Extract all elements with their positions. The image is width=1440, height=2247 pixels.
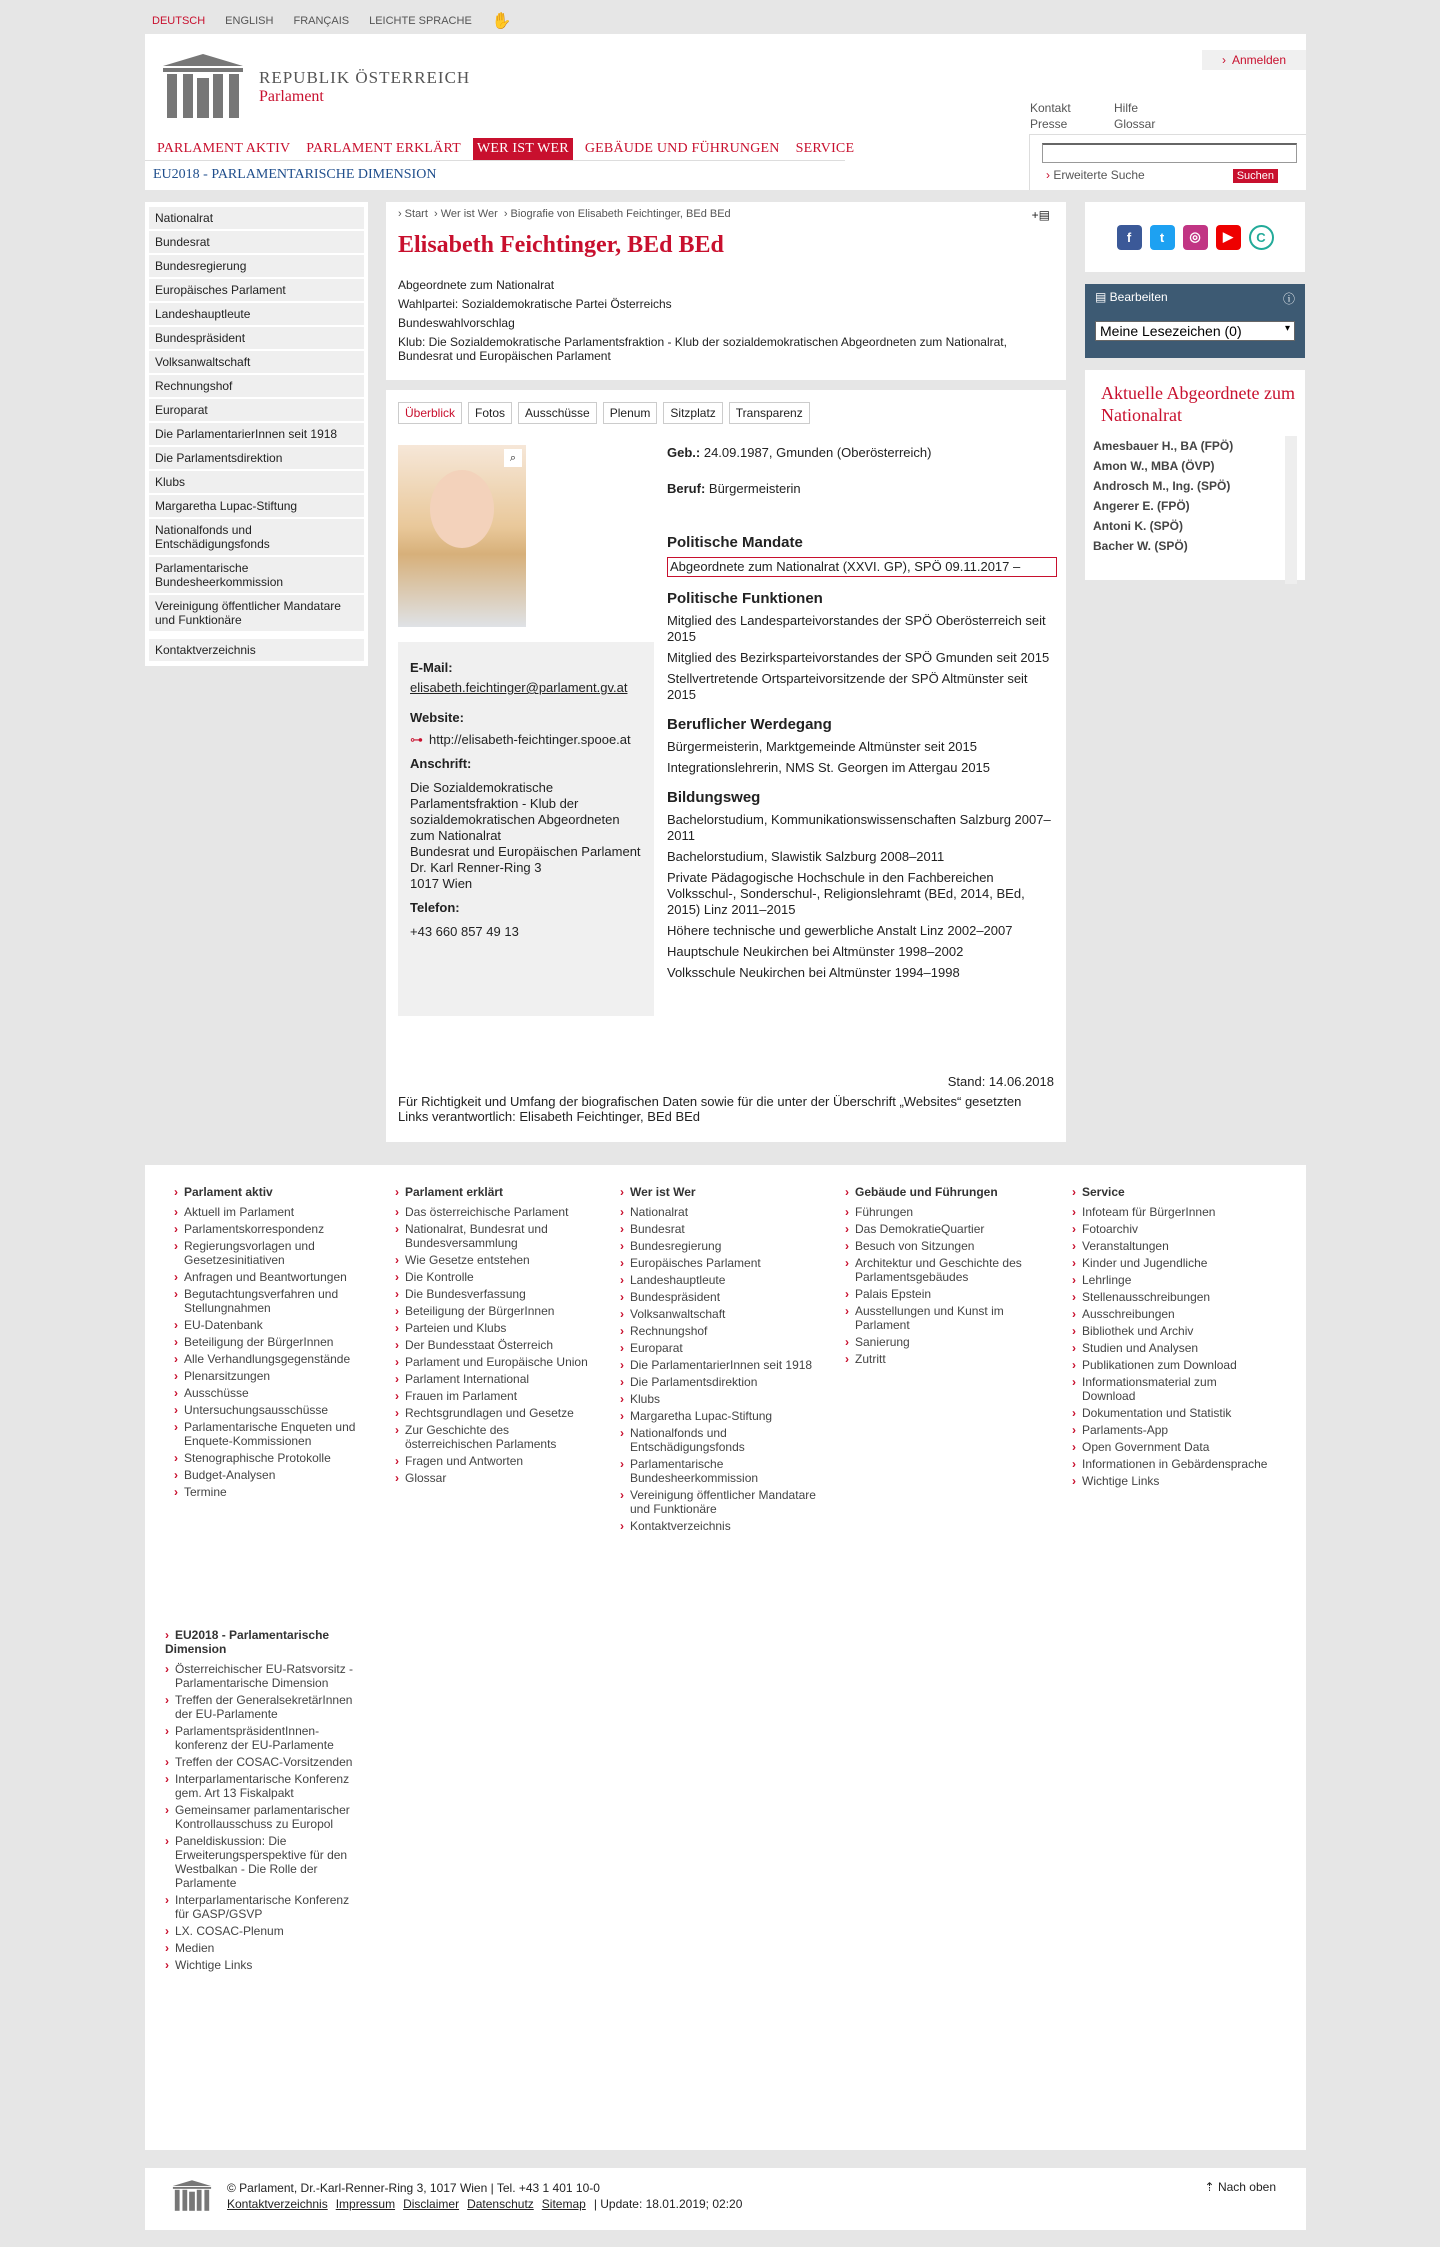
instagram-icon[interactable]: ◎ — [1183, 225, 1208, 250]
footer-link[interactable]: › Frauen im Parlament — [395, 1389, 595, 1403]
quick-links — [1030, 101, 1184, 131]
lang-deutsch[interactable]: DEUTSCH — [152, 15, 206, 27]
update-date: | Update: 18.01.2019; 02:20 — [593, 2197, 743, 2211]
footer-heading[interactable]: › EU2018 - Parlamentarische Dimension — [165, 1628, 355, 1656]
footer-link[interactable]: › Treffen der COSAC-Vorsitzenden — [165, 1755, 355, 1769]
footer-link[interactable]: › Regierungsvorlagen und Gesetzesinitiativen — [174, 1239, 374, 1267]
breadcrumb-start[interactable]: › Start — [398, 208, 428, 220]
bildung-list — [667, 812, 1057, 981]
last-updated: Stand: 14.06.2018 — [947, 1074, 1054, 1089]
footer-link[interactable]: › Rechnungshof — [620, 1324, 820, 1338]
meta-party: Wahlpartei: Sozialdemokratische Partei Österreichs — [398, 297, 672, 311]
social-links — [1085, 202, 1305, 272]
footer-link[interactable]: › Parlamentskorrespondenz — [174, 1222, 374, 1236]
sidebar-item[interactable]: Die Parlamentsdirektion — [149, 447, 364, 469]
page-footer — [145, 2168, 1306, 2230]
info-icon[interactable]: ⓘ — [1282, 292, 1295, 306]
bio-list-item: Stellvertretende Ortsparteivorsitzende der SPÖ Altmünster seit 2015 — [667, 671, 1028, 702]
footer-link[interactable]: › Die Bundesverfassung — [395, 1287, 595, 1301]
nav-gebaeude[interactable]: GEBÄUDE UND FÜHRUNGEN — [584, 141, 780, 156]
sidebar-item[interactable]: Europäisches Parlament — [149, 279, 364, 301]
footer-link[interactable]: › Wie Gesetze entstehen — [395, 1253, 595, 1267]
tab-sitzplatz[interactable]: Sitzplatz — [663, 402, 722, 424]
footer-link[interactable]: › Besuch von Sitzungen — [845, 1239, 1045, 1253]
footer-link[interactable]: › Open Government Data — [1072, 1440, 1272, 1454]
members-list[interactable] — [1093, 436, 1297, 584]
sidebar-item[interactable]: Nationalrat — [149, 207, 364, 229]
footer-col-aktiv — [174, 1185, 374, 1502]
tab-ausschuesse[interactable]: Ausschüsse — [518, 402, 597, 424]
profession: Beruf: Bürgermeisterin — [667, 481, 801, 496]
advanced-search-link[interactable]: › Erweiterte Suche — [1046, 168, 1145, 182]
footer-link[interactable]: › Ausschreibungen — [1072, 1307, 1272, 1321]
logo-subtitle: Parlament — [259, 88, 324, 105]
heading-mandate: Politische Mandate — [667, 534, 803, 551]
footer-link[interactable]: › Europarat — [620, 1341, 820, 1355]
link-presse[interactable]: Presse — [1030, 117, 1068, 131]
footer-link[interactable]: › ParlamentspräsidentInnen-konferenz der EU-Parlamente — [165, 1724, 355, 1752]
tab-fotos[interactable]: Fotos — [468, 402, 512, 424]
footer-link[interactable]: › Studien und Analysen — [1072, 1341, 1272, 1355]
link-kontakt[interactable]: Kontakt — [1030, 101, 1071, 115]
parliament-logo[interactable] — [159, 54, 470, 120]
rss-icon[interactable]: C — [1249, 225, 1274, 250]
biography — [667, 445, 1057, 986]
footer-link[interactable]: › Bundespräsident — [620, 1290, 820, 1304]
sidebar-item[interactable]: Klubs — [149, 471, 364, 493]
footer-heading[interactable]: › Wer ist Wer — [620, 1185, 820, 1199]
footer-link-impressum[interactable]: Impressum — [335, 2197, 396, 2211]
footer-link-sitemap[interactable]: Sitemap — [541, 2197, 586, 2211]
nav-eu2018[interactable]: EU2018 - PARLAMENTARISCHE DIMENSION — [145, 160, 845, 189]
bio-list-item: Integrationslehrerin, NMS St. Georgen im Attergau 2015 — [667, 760, 991, 775]
bio-list-item: Volksschule Neukirchen bei Altmünster 1994–1998 — [667, 965, 960, 980]
bearbeiten-label[interactable]: ▤ Bearbeiten — [1095, 290, 1168, 304]
phone-heading: Telefon: — [410, 900, 460, 915]
footer-link[interactable]: › Glossar — [395, 1471, 595, 1485]
footer-link[interactable]: › Volksanwaltschaft — [620, 1307, 820, 1321]
footer-link[interactable]: › Wichtige Links — [165, 1958, 355, 1972]
sidebar-item[interactable]: Parlamentarische Bundesheerkommission — [149, 557, 364, 593]
footer-heading[interactable]: › Gebäude und Führungen — [845, 1185, 1045, 1199]
footer-link[interactable]: › Zur Geschichte des österreichischen Parlaments — [395, 1423, 595, 1451]
footer-link[interactable]: › Führungen — [845, 1205, 1045, 1219]
funktionen-list — [667, 613, 1057, 703]
footer-address: © Parlament, Dr.-Karl-Renner-Ring 3, 1017 Wien | Tel. +43 1 401 10-0 — [227, 2181, 600, 2195]
footer-link[interactable]: › Parlament International — [395, 1372, 595, 1386]
sidebar-item[interactable]: Nationalfonds und Entschädigungsfonds — [149, 519, 364, 555]
parliament-building-icon — [171, 2180, 213, 2212]
footer-link[interactable]: › Nationalrat, Bundesrat und Bundesversammlung — [395, 1222, 595, 1250]
bio-list-item: Mitglied des Bezirksparteivorstandes der SPÖ Gmunden seit 2015 — [667, 650, 1050, 665]
footer-link[interactable]: › EU-Datenbank — [174, 1318, 374, 1332]
bio-list-item: Bachelorstudium, Kommunikationswissenschaften Salzburg 2007–2011 — [667, 812, 1051, 843]
nav-wer-ist-wer[interactable]: WER IST WER — [473, 138, 573, 160]
footer-link[interactable]: › Paneldiskussion: Die Erweiterungsperspektive für den Westbalkan - Die Rolle der Parlamente — [165, 1834, 355, 1890]
footer-link[interactable]: › Beteiligung der BürgerInnen — [174, 1335, 374, 1349]
website-link[interactable]: http://elisabeth-feichtinger.spooe.at — [429, 732, 631, 747]
sidebar-item[interactable]: Bundesrat — [149, 231, 364, 253]
footer-link[interactable]: › Zutritt — [845, 1352, 1045, 1366]
footer-link[interactable]: › Budget-Analysen — [174, 1468, 374, 1482]
bookmark-add-icon[interactable]: +▤ — [1031, 208, 1050, 222]
footer-link[interactable]: › Landeshauptleute — [620, 1273, 820, 1287]
footer-link[interactable]: › Architektur und Geschichte des Parlamentsgebäudes — [845, 1256, 1045, 1284]
footer-link[interactable]: › Parlament und Europäische Union — [395, 1355, 595, 1369]
footer-col-eu2018 — [165, 1628, 355, 1975]
right-column — [1085, 202, 1305, 580]
footer-link-datenschutz[interactable]: Datenschutz — [467, 2197, 534, 2211]
footer-links — [227, 2196, 742, 2212]
footer-link[interactable]: › Die Parlamentsdirektion — [620, 1375, 820, 1389]
footer-link[interactable]: › LX. COSAC-Plenum — [165, 1924, 355, 1938]
main-content — [386, 202, 1066, 1142]
sidebar-item[interactable]: Bundesregierung — [149, 255, 364, 277]
nav-parlament-aktiv[interactable]: PARLAMENT AKTIV — [157, 141, 291, 156]
member-item[interactable]: Amon W., MBA (ÖVP) — [1093, 459, 1215, 473]
arrow-up-icon: ⇡ — [1204, 2180, 1215, 2194]
link-hilfe[interactable]: Hilfe — [1114, 101, 1139, 115]
sidebar-item[interactable]: Margaretha Lupac-Stiftung — [149, 495, 364, 517]
footer-link[interactable]: › Begutachtungsverfahren und Stellungnahmen — [174, 1287, 374, 1315]
zoom-icon[interactable]: ⌕ — [504, 449, 522, 467]
footer-sitemap — [145, 1165, 1306, 2150]
main-navigation — [153, 138, 858, 160]
footer-link[interactable]: › Sanierung — [845, 1335, 1045, 1349]
contact-box — [398, 642, 654, 1016]
address-heading: Anschrift: — [410, 756, 472, 771]
footer-link[interactable]: › Untersuchungsausschüsse — [174, 1403, 374, 1417]
meta-wahlvorschlag: Bundeswahlvorschlag — [398, 316, 515, 330]
breadcrumb — [398, 208, 1054, 220]
werdegang-list — [667, 739, 1057, 776]
site-header — [145, 34, 1306, 190]
footer-link[interactable]: › Aktuell im Parlament — [174, 1205, 374, 1219]
login-button[interactable]: › Anmelden — [1202, 50, 1306, 70]
address: Die Sozialdemokratische Parlamentsfraktion - Klub der sozialdemokratischen Abgeordneten zum Nationalrat Bundesrat und Europäischen Parlament Dr. Karl Renner-Ring 3 1017 Wien — [410, 780, 641, 891]
footer-link[interactable]: › Bundesrat — [620, 1222, 820, 1236]
meta-club: Klub: Die Sozialdemokratische Parlamentsfraktion - Klub der sozialdemokratischen Abgeordneten zum Nationalrat, Bundesrat und Europäischen Parlament — [398, 335, 1007, 363]
bio-list-item: Höhere technische und gewerbliche Anstalt Linz 2002–2007 — [667, 923, 1013, 938]
biography-card — [386, 390, 1066, 1142]
mandate-item: Abgeordnete zum Nationalrat (XXVI. GP), SPÖ 09.11.2017 – — [667, 557, 1057, 577]
footer-link[interactable]: › Nationalrat — [620, 1205, 820, 1219]
footer-link[interactable]: › Österreichischer EU-Ratsvorsitz - Parlamentarische Dimension — [165, 1662, 355, 1690]
member-item[interactable]: Bacher W. (SPÖ) — [1093, 539, 1188, 553]
sidebar-item[interactable]: Europarat — [149, 399, 364, 421]
footer-link[interactable]: › Das DemokratieQuartier — [845, 1222, 1045, 1236]
footer-col-erklaert — [395, 1185, 595, 1488]
tab-transparenz[interactable]: Transparenz — [729, 402, 810, 424]
footer-link[interactable]: › Parteien und Klubs — [395, 1321, 595, 1335]
bookmark-select[interactable]: Meine Lesezeichen (0) ▾ — [1095, 321, 1295, 341]
search-area — [1029, 134, 1306, 190]
footer-link[interactable]: › Ausstellungen und Kunst im Parlament — [845, 1304, 1045, 1332]
youtube-icon[interactable]: ▶ — [1216, 225, 1241, 250]
lang-leichte-sprache[interactable]: LEICHTE SPRACHE — [369, 15, 472, 27]
profile-meta — [398, 276, 1054, 363]
footer-link[interactable]: › Termine — [174, 1485, 374, 1499]
footer-heading[interactable]: › Parlament erklärt — [395, 1185, 595, 1199]
footer-link[interactable]: › Palais Epstein — [845, 1287, 1045, 1301]
sidebar-item[interactable]: Rechnungshof — [149, 375, 364, 397]
facebook-icon[interactable]: f — [1117, 225, 1142, 250]
breadcrumb-wer-ist-wer[interactable]: › Wer ist Wer — [434, 208, 498, 220]
footer-link-disclaimer[interactable]: Disclaimer — [403, 2197, 460, 2211]
footer-link[interactable]: › Kinder und Jugendliche — [1072, 1256, 1272, 1270]
footer-link[interactable]: › Stellenausschreibungen — [1072, 1290, 1272, 1304]
footer-link[interactable]: › Interparlamentarische Konferenz gem. Art 13 Fiskalpakt — [165, 1772, 355, 1800]
footer-link[interactable]: › Beteiligung der BürgerInnen — [395, 1304, 595, 1318]
responsibility-note: Für Richtigkeit und Umfang der biografischen Daten sowie für die unter der Überschrift „Websites“ gesetzten Links verantwortlich: Elisabeth Feichtinger, BEd BEd — [398, 1094, 1022, 1124]
footer-link[interactable]: › Stenographische Protokolle — [174, 1451, 374, 1465]
sidebar-item[interactable]: Die ParlamentarierInnen seit 1918 — [149, 423, 364, 445]
footer-link[interactable]: › Bundesregierung — [620, 1239, 820, 1253]
footer-link[interactable]: › Klubs — [620, 1392, 820, 1406]
footer-link[interactable]: › Nationalfonds und Entschädigungsfonds — [620, 1426, 820, 1454]
external-link-icon: ⊶ — [410, 732, 423, 747]
tab-ueberblick[interactable]: Überblick — [398, 402, 462, 424]
footer-link[interactable]: › Gemeinsamer parlamentarischer Kontrollausschuss zu Europol — [165, 1803, 355, 1831]
sidebar-item[interactable]: Landeshauptleute — [149, 303, 364, 325]
footer-link[interactable]: › Medien — [165, 1941, 355, 1955]
footer-link[interactable]: › Fragen und Antworten — [395, 1454, 595, 1468]
footer-col-service — [1072, 1185, 1272, 1491]
footer-link[interactable]: › Treffen der GeneralsekretärInnen der EU-Parlamente — [165, 1693, 355, 1721]
lang-english[interactable]: ENGLISH — [225, 15, 274, 27]
portrait-photo[interactable] — [398, 445, 526, 627]
footer-link[interactable]: › Margaretha Lupac-Stiftung — [620, 1409, 820, 1423]
footer-link[interactable]: › Das österreichische Parlament — [395, 1205, 595, 1219]
footer-col-wer-ist-wer — [620, 1185, 820, 1536]
footer-link[interactable]: › Infoteam für BürgerInnen — [1072, 1205, 1272, 1219]
footer-link[interactable]: › Interparlamentarische Konferenz für GASP/GSVP — [165, 1893, 355, 1921]
footer-link[interactable]: › Informationsmaterial zum Download — [1072, 1375, 1272, 1403]
logo-title: REPUBLIK ÖSTERREICH — [259, 68, 471, 87]
footer-link-kontakt[interactable]: Kontaktverzeichnis — [227, 2197, 328, 2211]
footer-link[interactable]: › Fotoarchiv — [1072, 1222, 1272, 1236]
sidebar-item[interactable]: Vereinigung öffentlicher Mandatare und Funktionäre — [149, 595, 364, 631]
footer-link[interactable]: › Der Bundesstaat Österreich — [395, 1338, 595, 1352]
footer-link[interactable]: › Bibliothek und Archiv — [1072, 1324, 1272, 1338]
link-glossar[interactable]: Glossar — [1114, 117, 1156, 131]
chevron-right-icon: › — [1221, 53, 1226, 67]
meta-role: Abgeordnete zum Nationalrat — [398, 278, 555, 292]
breadcrumb-current: › Biografie von Elisabeth Feichtinger, BEd BEd — [504, 208, 731, 220]
footer-link[interactable]: › Die ParlamentarierInnen seit 1918 — [620, 1358, 820, 1372]
footer-link[interactable]: › Anfragen und Beantwortungen — [174, 1270, 374, 1284]
footer-link[interactable]: › Parlamentarische Enqueten und Enquete-Kommissionen — [174, 1420, 374, 1448]
bookmark-panel — [1085, 284, 1305, 358]
tab-plenum[interactable]: Plenum — [603, 402, 658, 424]
email-heading: E-Mail: — [410, 660, 453, 675]
heading-bildung: Bildungsweg — [667, 789, 761, 806]
heading-werdegang: Beruflicher Werdegang — [667, 716, 832, 733]
profile-card — [386, 202, 1066, 380]
member-item[interactable]: Angerer E. (FPÖ) — [1093, 499, 1190, 513]
footer-col-gebaeude — [845, 1185, 1045, 1369]
member-item[interactable]: Antoni K. (SPÖ) — [1093, 519, 1183, 533]
bio-list-item: Bachelorstudium, Slawistik Salzburg 2008–2011 — [667, 849, 945, 864]
bio-list-item: Mitglied des Landesparteivorstandes der SPÖ Oberösterreich seit 2015 — [667, 613, 1046, 644]
footer-link[interactable]: › Dokumentation und Statistik — [1072, 1406, 1272, 1420]
footer-link[interactable]: › Vereinigung öffentlicher Mandatare und Funktionäre — [620, 1488, 820, 1516]
language-bar — [152, 10, 512, 32]
member-item[interactable]: Androsch M., Ing. (SPÖ) — [1093, 479, 1231, 493]
footer-link[interactable]: › Informationen in Gebärdensprache — [1072, 1457, 1272, 1471]
sign-language-icon[interactable]: ✋ — [491, 13, 512, 30]
page-title: Elisabeth Feichtinger, BEd BEd — [398, 232, 724, 258]
footer-link[interactable]: › Alle Verhandlungsgegenstände — [174, 1352, 374, 1366]
current-members-panel — [1085, 370, 1305, 580]
footer-link[interactable]: › Die Kontrolle — [395, 1270, 595, 1284]
sidebar-item[interactable]: Volksanwaltschaft — [149, 351, 364, 373]
footer-link[interactable]: › Publikationen zum Download — [1072, 1358, 1272, 1372]
footer-link[interactable]: › Lehrlinge — [1072, 1273, 1272, 1287]
member-item[interactable]: Amesbauer H., BA (FPÖ) — [1093, 439, 1234, 453]
heading-funktionen: Politische Funktionen — [667, 590, 823, 607]
twitter-icon[interactable]: t — [1150, 225, 1175, 250]
bio-list-item: Private Pädagogische Hochschule in den Fachbereichen Volksschul-, Sonderschul-, Religionslehramt (BEd, 2014, BEd, 2015) Linz 2011–2015 — [667, 870, 1025, 917]
footer-link[interactable]: › Wichtige Links — [1072, 1474, 1272, 1488]
birth: Geb.: 24.09.1987, Gmunden (Oberösterreich) — [667, 445, 932, 460]
back-to-top[interactable]: ⇡ Nach oben — [1204, 2180, 1276, 2194]
tab-bar — [398, 402, 1054, 424]
footer-link[interactable]: › Europäisches Parlament — [620, 1256, 820, 1270]
email-link[interactable]: elisabeth.feichtinger@parlament.gv.at — [410, 680, 628, 695]
footer-link[interactable]: › Kontaktverzeichnis — [620, 1519, 820, 1533]
nav-service[interactable]: SERVICE — [795, 141, 855, 156]
footer-link[interactable]: › Rechtsgrundlagen und Gesetze — [395, 1406, 595, 1420]
sidebar-item[interactable]: Kontaktverzeichnis — [149, 639, 364, 661]
current-members-title: Aktuelle Abgeordnete zum Nationalrat — [1101, 383, 1295, 425]
bio-list-item: Bürgermeisterin, Marktgemeinde Altmünster seit 2015 — [667, 739, 977, 754]
lang-francais[interactable]: FRANÇAIS — [293, 15, 350, 27]
parliament-building-icon — [159, 54, 247, 120]
footer-link[interactable]: › Parlaments-App — [1072, 1423, 1272, 1437]
footer-link[interactable]: › Veranstaltungen — [1072, 1239, 1272, 1253]
phone-number: +43 660 857 49 13 — [410, 924, 519, 939]
footer-link[interactable]: › Plenarsitzungen — [174, 1369, 374, 1383]
bio-list-item: Hauptschule Neukirchen bei Altmünster 1998–2002 — [667, 944, 964, 959]
footer-heading[interactable]: › Parlament aktiv — [174, 1185, 374, 1199]
footer-link[interactable]: › Ausschüsse — [174, 1386, 374, 1400]
footer-heading[interactable]: › Service — [1072, 1185, 1272, 1199]
footer-link[interactable]: › Parlamentarische Bundesheerkommission — [620, 1457, 820, 1485]
sidebar-item[interactable]: Bundespräsident — [149, 327, 364, 349]
sidebar-nav — [145, 202, 368, 666]
website-heading: Website: — [410, 710, 464, 725]
search-button[interactable]: Suchen — [1233, 169, 1278, 183]
nav-parlament-erklaert[interactable]: PARLAMENT ERKLÄRT — [306, 141, 461, 156]
search-input[interactable] — [1042, 143, 1297, 163]
